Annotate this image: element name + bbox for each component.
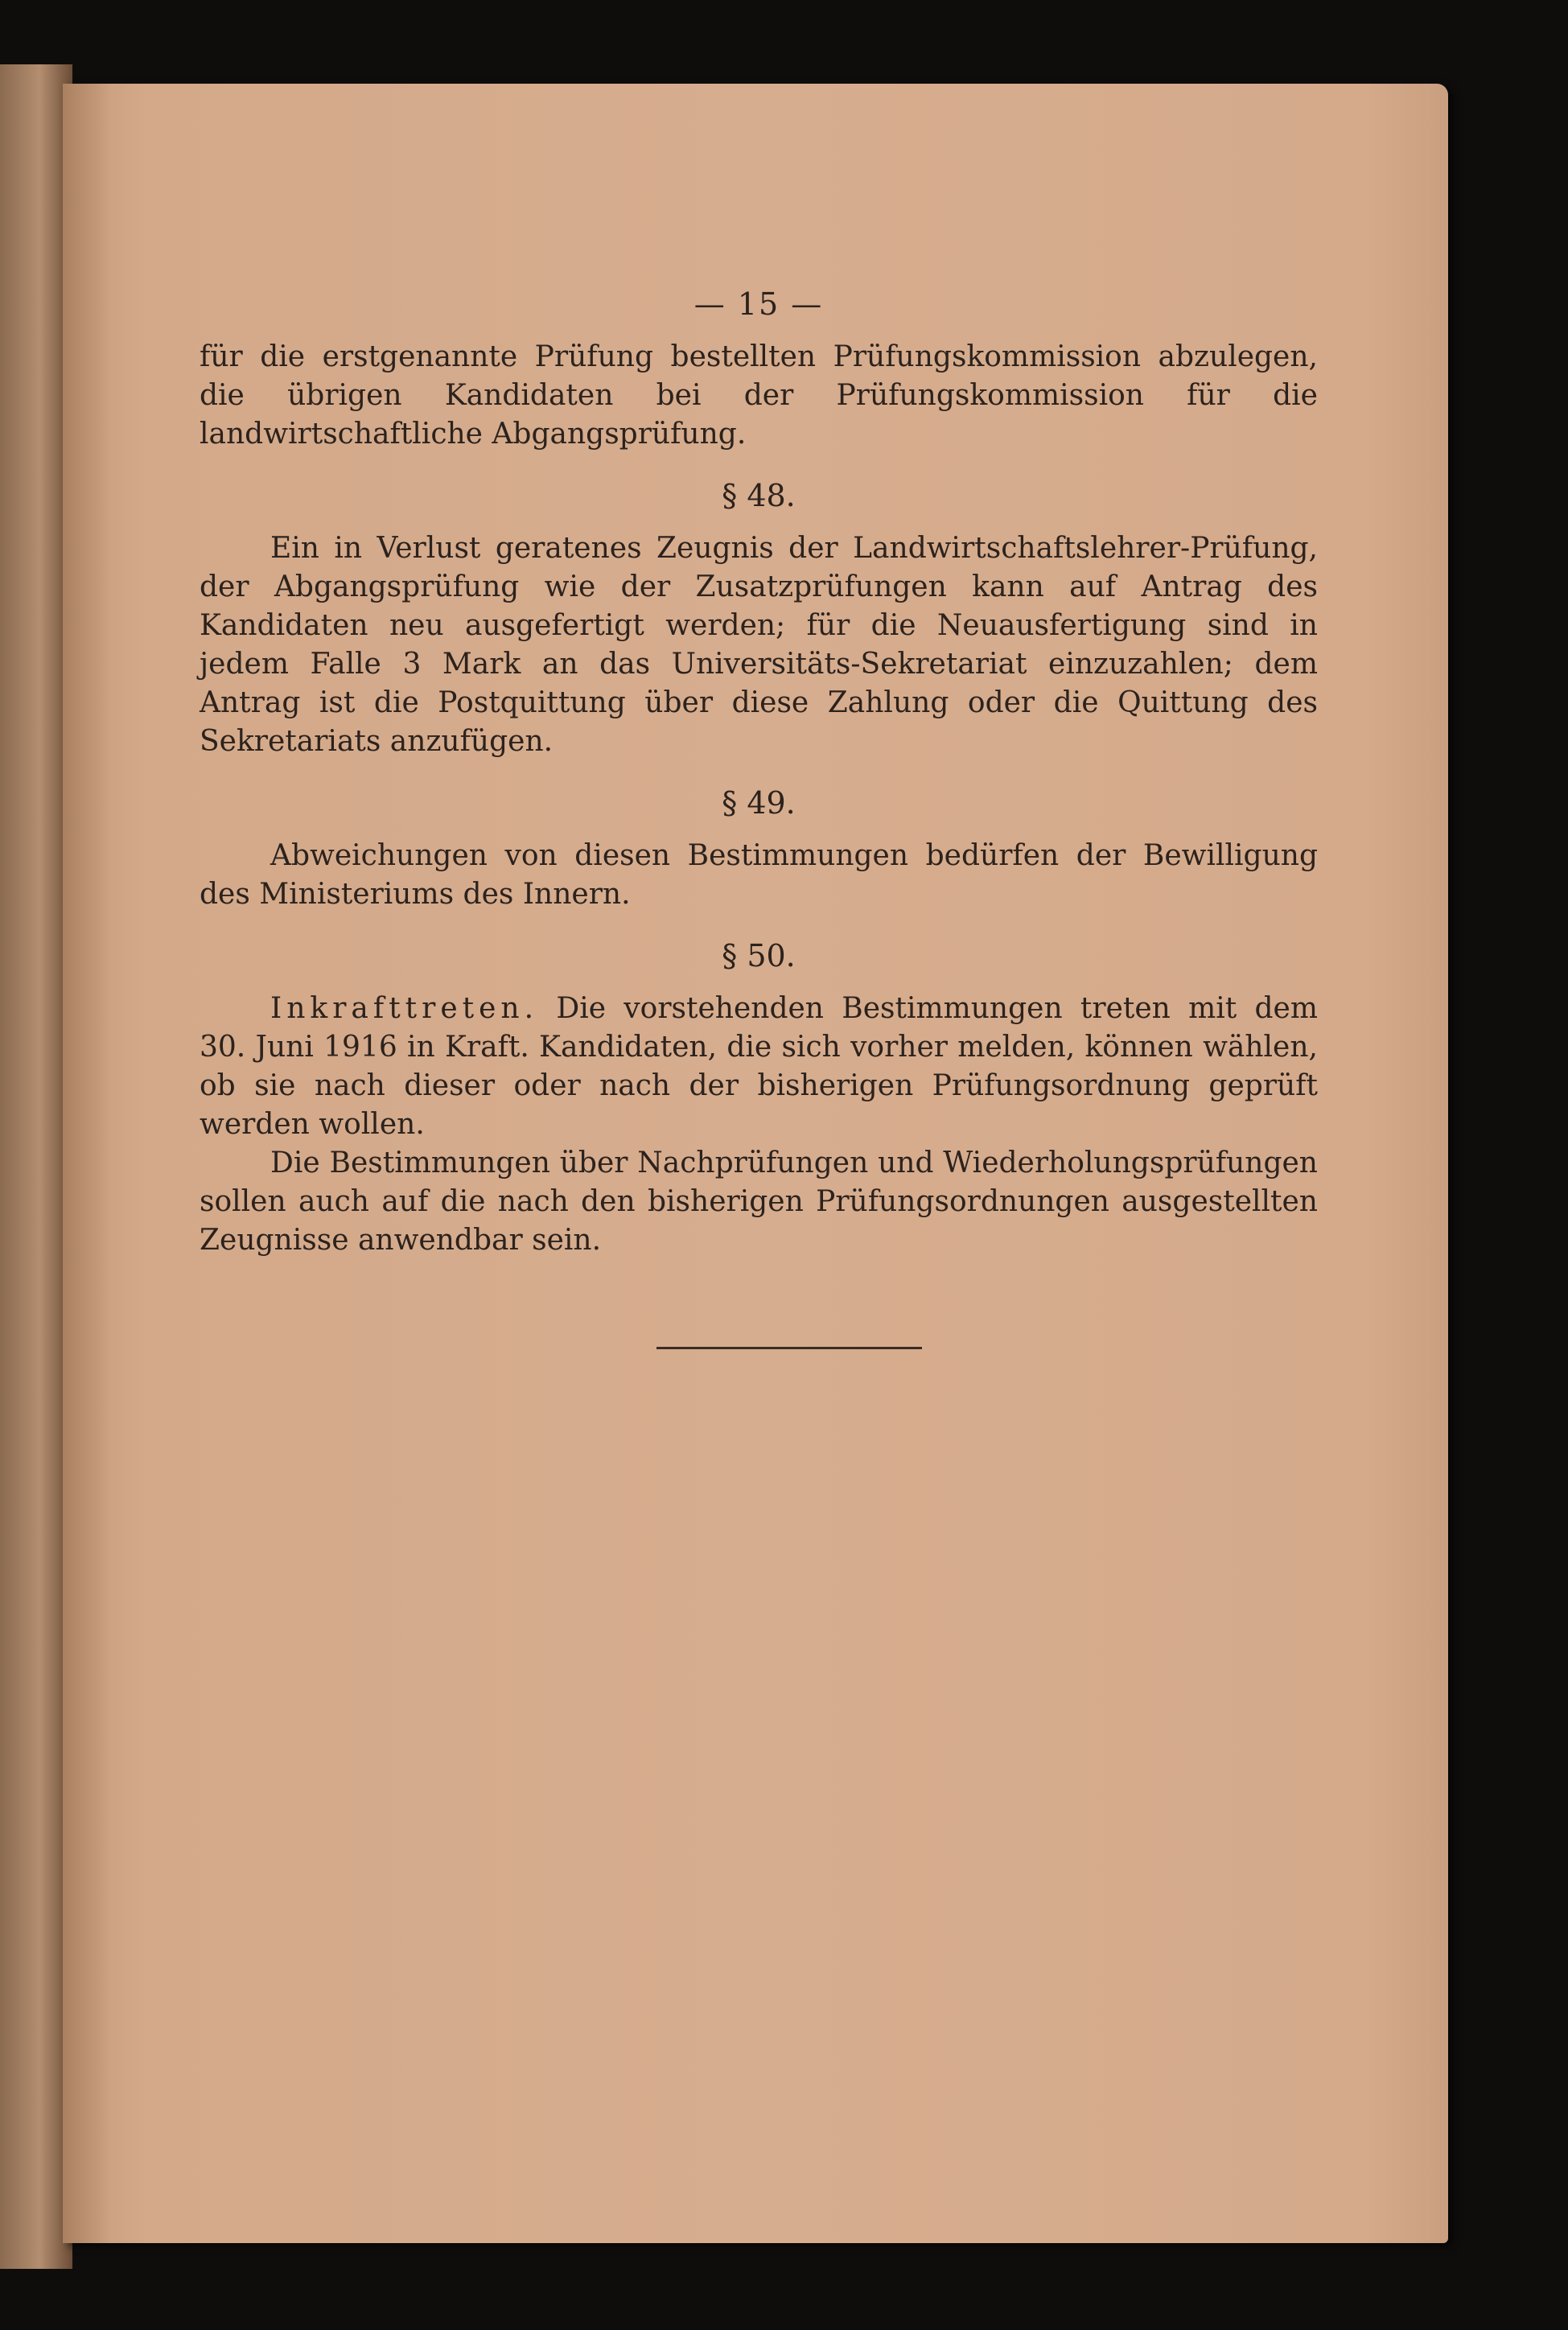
page-number: — 15 — (693, 286, 824, 322)
section-50-heading: § 50. (722, 938, 796, 974)
previous-page-edge (0, 64, 72, 2269)
intro-paragraph: für die erstgenannte Prüfung bestellten Prüfungskommission abzulegen, die übrigen Kandidaten bei der Prüfungskommission für die landwirtschaftliche Abgangsprüfung. (200, 340, 1318, 451)
document-page (63, 84, 1448, 2243)
section-48-heading: § 48. (722, 478, 796, 513)
closing-rule (656, 1347, 922, 1349)
gutter-shadow (63, 84, 111, 2243)
section-49-heading: § 49. (722, 785, 796, 821)
section-50-lead: Inkrafttreten. (270, 992, 539, 1025)
section-50-text-2: Die Bestimmungen über Nachprüfungen und Wiederholungsprüfungen sollen auch auf die nach den bisherigen Prüfungsordnungen ausgestellten Zeugnisse anwendbar sein. (200, 1146, 1318, 1257)
section-50-text: Die vorstehenden Bestimmungen treten mit dem 30. Juni 1916 in Kraft. Kandidaten, die sich vorher melden, können wählen, ob sie nach dieser oder nach der bisherigen Prüfungsordnung geprüft werden wollen. (200, 992, 1318, 1141)
section-49-text: Abweichungen von diesen Bestimmungen bedürfen der Bewilligung des Ministeriums des Innern. (200, 839, 1318, 911)
section-50-paragraph (200, 990, 1318, 1144)
page-text (200, 285, 1318, 1260)
section-48-text: Ein in Verlust geratenes Zeugnis der Landwirtschaftslehrer-Prüfung, der Abgangsprüfung wie der Zusatzprüfungen kann auf Antrag des Kandidaten neu ausgefertigt werden; für die Neuausfertigung sind in jedem Falle 3 Mark an das Universitäts-Sekretariat einzuzahlen; dem Antrag ist die Postquittung über diese Zahlung oder die Quittung des Sekretariats anzufügen. (200, 532, 1318, 758)
